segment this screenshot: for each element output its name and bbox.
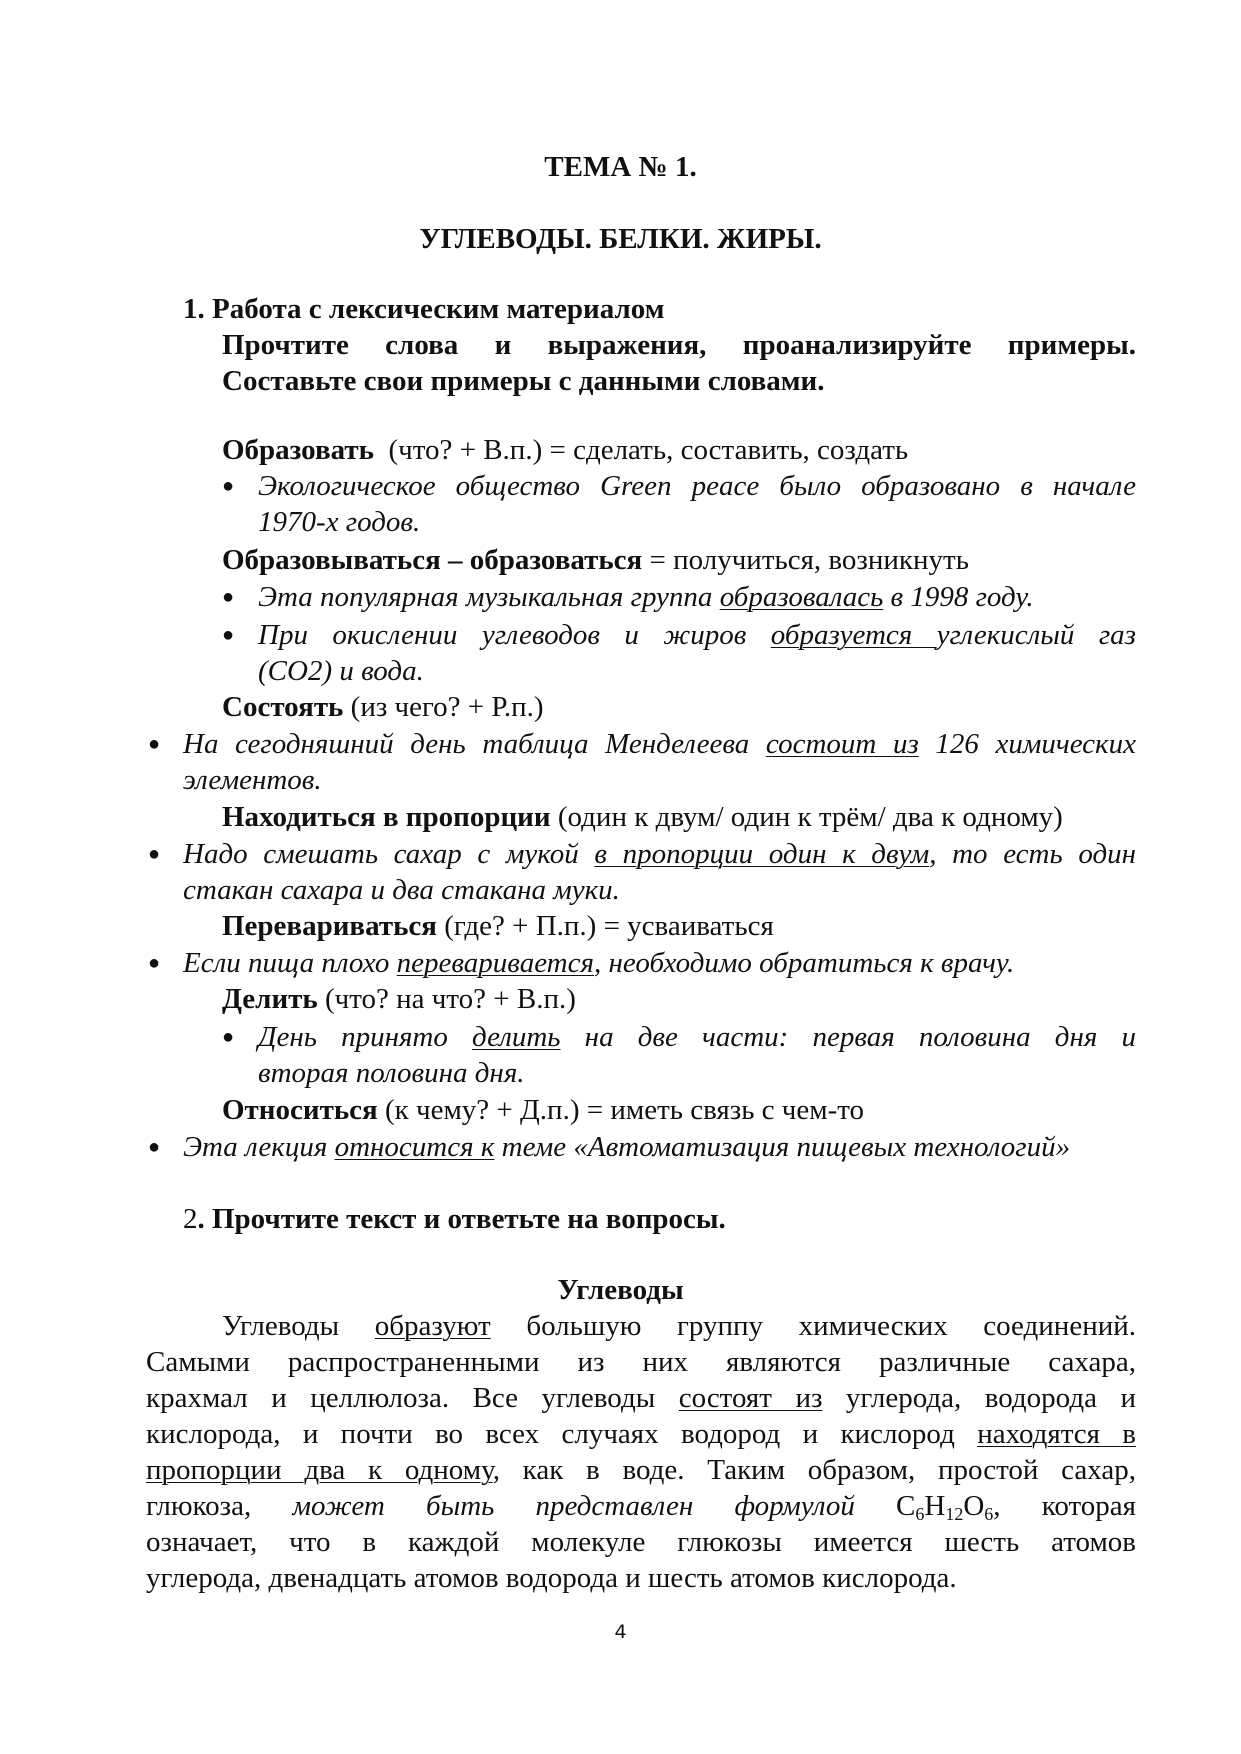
- example-line: Эта лекция относится к теме «Автоматизация пищевых технологий»: [183, 1131, 1071, 1163]
- article-line: Самыми распространенными из них являются различные сахара,: [146, 1346, 1136, 1378]
- article-line: означает, что в каждой молекуле глюкозы имеется шесть атомов: [146, 1526, 1136, 1558]
- example-line: вторая половина дня.: [258, 1057, 525, 1089]
- topic-heading: ТЕМА № 1.: [544, 151, 697, 183]
- entry-obrazovat: Образовать (что? + В.п.) = сделать, составить, создать: [222, 434, 909, 466]
- example-line: Экологическое общество Green peace было образовано в начале: [258, 470, 1136, 502]
- section2-heading: 2. Прочтите текст и ответьте на вопросы.: [183, 1203, 726, 1235]
- example-line: Эта популярная музыкальная группа образовалась в 1998 году.: [258, 581, 1034, 613]
- example-line: При окислении углеводов и жиров образуется углекислый газ: [258, 619, 1136, 651]
- article-line: Углеводы образуют большую группу химических соединений.: [222, 1310, 1136, 1342]
- example-line: стакан сахара и два стакана муки.: [183, 874, 620, 906]
- section1-instruction-line1: Прочтите слова и выражения, проанализируйте примеры.: [222, 329, 1136, 361]
- entry-obrazovyvatsya: Образовываться – образоваться = получиться, возникнуть: [222, 544, 969, 576]
- bullet-icon: ●: [148, 843, 161, 865]
- example-line: Если пища плохо переваривается, необходимо обратиться к врачу.: [183, 947, 1015, 979]
- bullet-icon: ●: [148, 952, 161, 974]
- example-line: 1970-х годов.: [258, 506, 421, 538]
- example-line: (CO2) и вода.: [258, 655, 424, 687]
- glucose-formula: $C_6H_{12}O_6$: [896, 1490, 994, 1524]
- example-line: элементов.: [183, 764, 322, 796]
- section1-heading: 1. Работа с лексическим материалом: [183, 293, 665, 325]
- entry-otnositsya: Относиться (к чему? + Д.п.) = иметь связь с чем-то: [222, 1094, 865, 1126]
- bullet-icon: ●: [222, 586, 235, 608]
- bullet-icon: ●: [148, 733, 161, 755]
- entry-delit: Делить (что? на что? + В.п.): [222, 983, 576, 1015]
- article-line: крахмал и целлюлоза. Все углеводы состоят из углерода, водорода и: [146, 1382, 1136, 1414]
- article-line-formula: глюкоза, может быть представлен формулой $C_6H_{12}O_6$, которая: [146, 1490, 1136, 1524]
- article-title: Углеводы: [557, 1274, 684, 1306]
- article-line: кислорода, и почти во всех случаях водород и кислород находятся в: [146, 1418, 1136, 1450]
- example-line: На сегодняшний день таблица Менделеева состоит из 126 химических: [183, 728, 1136, 760]
- article-line: углерода, двенадцать атомов водорода и шесть атомов кислорода.: [146, 1562, 957, 1594]
- article-line: пропорции два к одному, как в воде. Таким образом, простой сахар,: [146, 1454, 1136, 1486]
- page-number: 4: [614, 1621, 627, 1643]
- entry-sostoyat: Состоять (из чего? + Р.п.): [222, 691, 544, 723]
- example-line: Надо смешать сахар с мукой в пропорции один к двум, то есть один: [183, 838, 1137, 870]
- entry-nakhoditsya: Находиться в пропорции (один к двум/ один к трём/ два к одному): [222, 801, 1063, 833]
- page-title: УГЛЕВОДЫ. БЕЛКИ. ЖИРЫ.: [419, 223, 822, 255]
- section1-instruction-line2: Составьте свои примеры с данными словами.: [222, 365, 825, 397]
- example-line: День принято делить на две части: первая половина дня и: [258, 1021, 1136, 1053]
- bullet-icon: ●: [222, 475, 235, 497]
- bullet-icon: ●: [148, 1136, 161, 1158]
- entry-perevarivatsya: Перевариваться (где? + П.п.) = усваиваться: [222, 910, 774, 942]
- bullet-icon: ●: [222, 624, 235, 646]
- bullet-icon: ●: [222, 1026, 235, 1048]
